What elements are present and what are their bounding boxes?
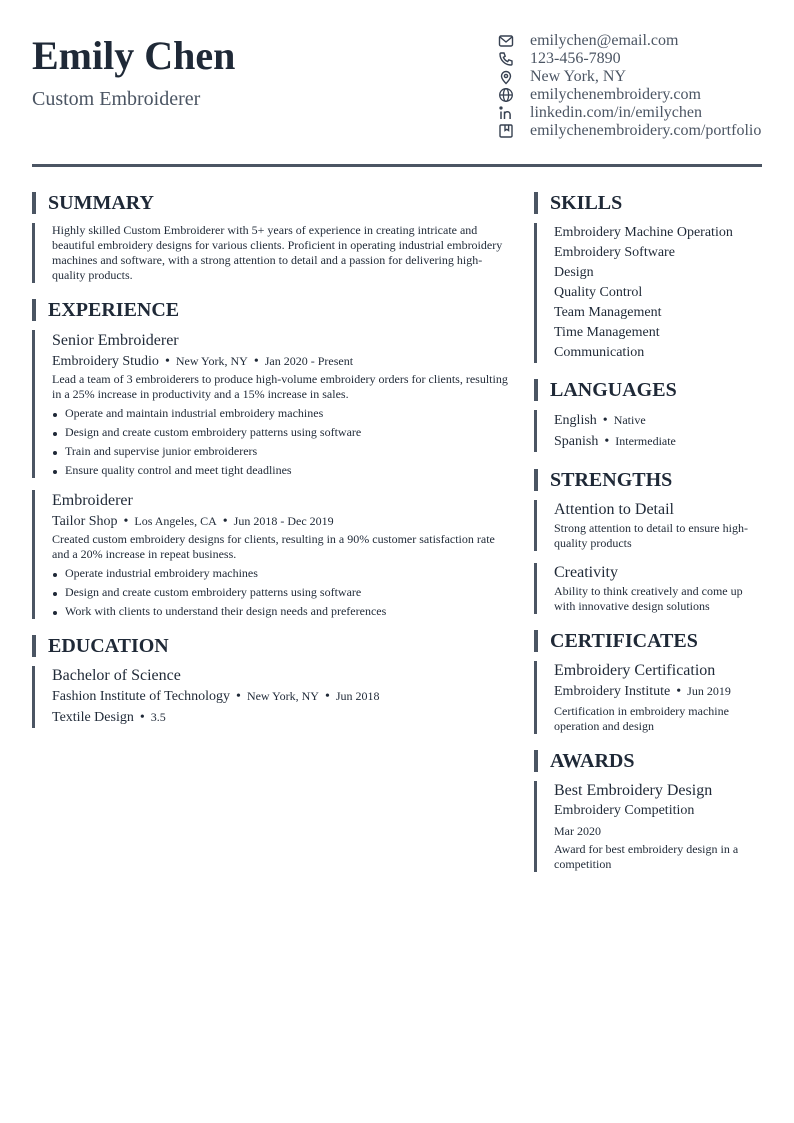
certificate-meta: Embroidery Institute • Jun 2019	[554, 684, 731, 699]
job-bullet: Design and create custom embroidery patterns using software	[52, 425, 510, 440]
language-item: Spanish • Intermediate	[554, 434, 676, 449]
right-column	[534, 192, 762, 872]
education-date: Jun 2018	[335, 689, 380, 703]
contact-phone-text: 123-456-7890	[530, 50, 621, 67]
skill-item: Time Management	[554, 325, 660, 340]
skill-item: Quality Control	[554, 285, 643, 300]
strength-item	[534, 563, 762, 614]
job-location: New York, NY	[175, 354, 248, 368]
certificate-description: Certification in embroidery machine operation and design	[554, 704, 729, 733]
contact-location	[498, 68, 768, 86]
strength-title: Attention to Detail	[554, 501, 674, 518]
education-heading: EDUCATION	[32, 635, 510, 657]
job-meta: Embroidery Studio • New York, NY • Jan 2020 - Present	[52, 354, 354, 369]
contact-email-text: emilychen@email.com	[530, 32, 679, 49]
skills-heading: SKILLS	[534, 192, 762, 214]
contact-portfolio[interactable]	[498, 122, 768, 140]
skill-item: Embroidery Machine Operation	[554, 225, 733, 240]
strength-description: Ability to think creatively and come up with innovative design solutions	[554, 584, 743, 613]
phone-icon	[498, 51, 514, 67]
job-bullets	[52, 406, 510, 478]
contact-portfolio-text: emilychenembroidery.com/portfolio	[530, 122, 762, 139]
job-entry	[32, 330, 510, 478]
location-pin-icon	[498, 69, 514, 85]
candidate-name: Emily Chen	[32, 33, 236, 78]
job-bullet: Work with clients to understand their design needs and preferences	[52, 604, 510, 619]
job-title: Senior Embroiderer	[52, 332, 179, 349]
award-description: Award for best embroidery design in a competition	[554, 842, 739, 871]
education-school: Fashion Institute of Technology	[52, 689, 231, 704]
strengths-heading: STRENGTHS	[534, 469, 762, 491]
contact-list	[498, 32, 768, 140]
job-description: Created custom embroidery designs for clients, resulting in a 90% customer satisfaction rate and a 20% increase in repeat business.	[52, 532, 495, 561]
job-company: Embroidery Studio	[52, 354, 159, 369]
language-name: Spanish	[554, 434, 599, 449]
contact-website[interactable]	[498, 86, 768, 104]
award-date: Mar 2020	[554, 824, 601, 838]
header-divider	[32, 164, 762, 167]
contact-linkedin-text: linkedin.com/in/emilychen	[530, 104, 702, 121]
job-dates: Jun 2018 - Dec 2019	[233, 514, 334, 528]
contact-linkedin[interactable]	[498, 104, 768, 122]
award-issuer: Embroidery Competition	[554, 803, 695, 818]
job-company: Tailor Shop	[52, 514, 118, 529]
candidate-title: Custom Embroiderer	[32, 88, 201, 110]
experience-heading: EXPERIENCE	[32, 299, 510, 321]
job-description: Lead a team of 3 embroiderers to produce high-volume embroidery orders for clients, resulting in a 25% increase in productivity and a 15% increase in sales.	[52, 372, 508, 401]
language-item: English • Native	[554, 413, 646, 428]
certificate-issuer: Embroidery Institute	[554, 684, 671, 699]
language-level: Native	[613, 413, 646, 427]
strength-item	[534, 500, 762, 551]
contact-email[interactable]	[498, 32, 768, 50]
job-title: Embroiderer	[52, 492, 133, 509]
job-bullet: Design and create custom embroidery patterns using software	[52, 585, 510, 600]
contact-location-text: New York, NY	[530, 68, 627, 85]
education-entry	[32, 666, 510, 728]
skill-item: Embroidery Software	[554, 245, 675, 260]
summary-heading: SUMMARY	[32, 192, 510, 214]
job-entry	[32, 490, 510, 619]
award-title: Best Embroidery Design	[554, 782, 713, 799]
education-field: Textile Design	[52, 710, 134, 725]
job-dates: Jan 2020 - Present	[264, 354, 354, 368]
globe-icon	[498, 87, 514, 103]
summary-text: Highly skilled Custom Embroiderer with 5+ years of experience in creating intricate and beautiful embroidery designs for various clients. Proficient in operating industrial embroidery machines and software, with a strong attention to detail and a passion for delivering high-quality products.	[32, 223, 510, 283]
skill-item: Design	[554, 265, 594, 280]
contact-phone[interactable]	[498, 50, 768, 68]
resume-page	[32, 0, 762, 871]
certificate-title: Embroidery Certification	[554, 662, 716, 679]
award-item	[534, 781, 762, 872]
education-meta: Fashion Institute of Technology • New York, NY • Jun 2018	[52, 689, 380, 704]
resume-header	[32, 0, 762, 167]
left-column	[32, 192, 510, 728]
awards-heading: AWARDS	[534, 750, 762, 772]
bookmark-icon	[498, 123, 514, 139]
education-gpa: 3.5	[150, 710, 166, 724]
job-bullet: Operate industrial embroidery machines	[52, 566, 510, 581]
strength-description: Strong attention to detail to ensure high-quality products	[554, 521, 748, 550]
linkedin-icon	[498, 105, 514, 121]
job-bullet: Operate and maintain industrial embroidery machines	[52, 406, 510, 421]
skills-list	[534, 223, 762, 363]
job-bullet: Train and supervise junior embroiderers	[52, 444, 510, 459]
language-name: English	[554, 413, 597, 428]
education-location: New York, NY	[246, 689, 319, 703]
certificate-item	[534, 661, 762, 734]
language-level: Intermediate	[615, 434, 676, 448]
skill-item: Team Management	[554, 305, 662, 320]
job-location: Los Angeles, CA	[134, 514, 217, 528]
languages-list	[534, 410, 762, 452]
job-bullet: Ensure quality control and meet tight deadlines	[52, 463, 510, 478]
strength-title: Creativity	[554, 564, 618, 581]
certificate-date: Jun 2019	[687, 684, 731, 698]
certificates-heading: CERTIFICATES	[534, 630, 762, 652]
mail-icon	[498, 33, 514, 49]
languages-heading: LANGUAGES	[534, 379, 762, 401]
job-meta: Tailor Shop • Los Angeles, CA • Jun 2018 - Dec 2019	[52, 514, 334, 529]
skill-item: Communication	[554, 345, 645, 360]
job-bullets	[52, 566, 510, 619]
education-field-gpa: Textile Design • 3.5	[52, 710, 166, 725]
contact-website-text: emilychenembroidery.com	[530, 86, 701, 103]
education-degree: Bachelor of Science	[52, 667, 181, 684]
